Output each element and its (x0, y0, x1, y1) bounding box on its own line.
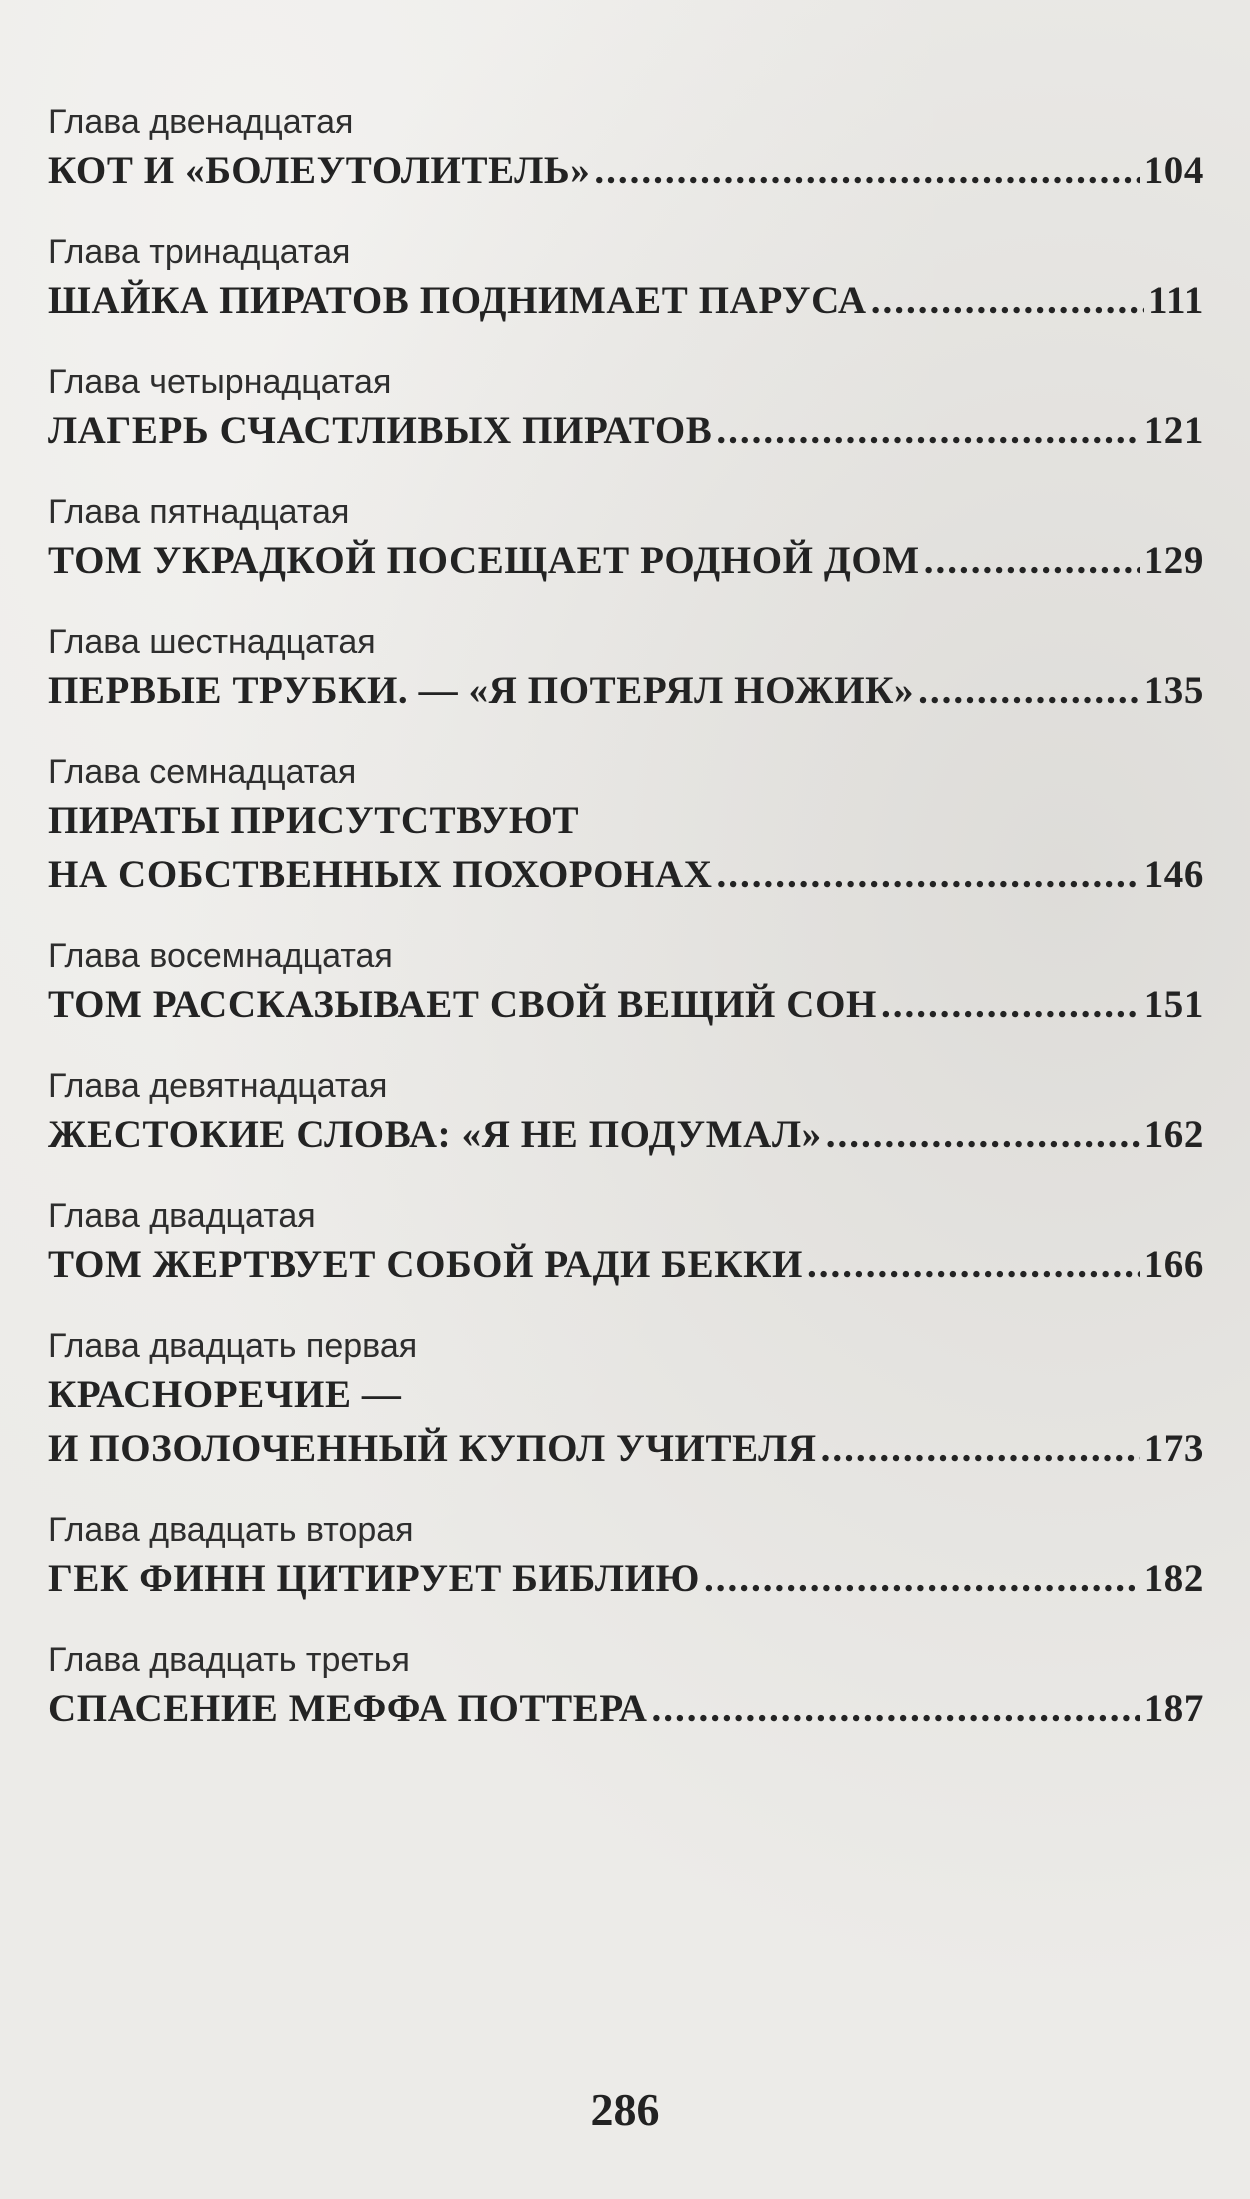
chapter-title-line (48, 1422, 1204, 1476)
dot-leader (716, 404, 1139, 458)
chapter-title-line (48, 848, 1204, 902)
chapter-title-text: ЖЕСТОКИЕ СЛОВА: «Я НЕ ПОДУМАЛ» (48, 1113, 822, 1156)
toc-entry (48, 934, 1204, 1032)
chapter-title-text: НА СОБСТВЕННЫХ ПОХОРОНАХ (48, 853, 713, 896)
chapter-title-text: СПАСЕНИЕ МЕФФА ПОТТЕРА (48, 1687, 648, 1730)
chapter-label: Глава четырнадцатая (48, 363, 392, 401)
toc-page-number: 166 (1143, 1243, 1204, 1286)
chapter-title-line (48, 1238, 1204, 1292)
chapter-title-line (48, 978, 1204, 1032)
dot-leader (807, 1238, 1140, 1292)
toc-page-number: 151 (1143, 983, 1204, 1026)
toc-entry (48, 620, 1204, 718)
toc-entry (48, 490, 1204, 588)
toc-entry (48, 1508, 1204, 1606)
chapter-title-line (48, 144, 1204, 198)
chapter-label: Глава девятнадцатая (48, 1067, 388, 1105)
table-of-contents (48, 100, 1204, 1768)
chapter-title-text: КОТ И «БОЛЕУТОЛИТЕЛЬ» (48, 149, 591, 192)
chapter-label: Глава двадцать вторая (48, 1511, 414, 1549)
chapter-title-text: ТОМ РАССКАЗЫВАЕТ СВОЙ ВЕЩИЙ СОН (48, 983, 877, 1026)
chapter-label: Глава восемнадцатая (48, 937, 393, 975)
toc-page-number: 187 (1143, 1687, 1204, 1730)
chapter-label: Глава двенадцатая (48, 103, 354, 141)
chapter-title-line (48, 794, 1204, 848)
chapter-label: Глава семнадцатая (48, 753, 357, 791)
chapter-title-line (48, 534, 1204, 588)
toc-entry (48, 1638, 1204, 1736)
chapter-title-line (48, 1108, 1204, 1162)
toc-page-number: 182 (1143, 1557, 1204, 1600)
chapter-title-line (48, 274, 1204, 328)
dot-leader (704, 1552, 1140, 1606)
toc-page-number: 135 (1143, 669, 1204, 712)
chapter-title-text: ПЕРВЫЕ ТРУБКИ. — «Я ПОТЕРЯЛ НОЖИК» (48, 669, 915, 712)
chapter-label: Глава двадцатая (48, 1197, 316, 1235)
chapter-title-line (48, 1682, 1204, 1736)
toc-entry (48, 360, 1204, 458)
toc-page-number: 129 (1143, 539, 1204, 582)
chapter-title-line (48, 664, 1204, 718)
chapter-title-text: И ПОЗОЛОЧЕННЫЙ КУПОЛ УЧИТЕЛЯ (48, 1427, 817, 1470)
toc-page-number: 146 (1143, 853, 1204, 896)
toc-entry (48, 100, 1204, 198)
chapter-title-line (48, 1368, 1204, 1422)
chapter-title-text: КРАСНОРЕЧИЕ — (48, 1373, 402, 1416)
toc-page-number: 104 (1143, 149, 1204, 192)
chapter-title-text: ТОМ УКРАДКОЙ ПОСЕЩАЕТ РОДНОЙ ДОМ (48, 539, 920, 582)
toc-page-number: 162 (1143, 1113, 1204, 1156)
toc-entry (48, 230, 1204, 328)
toc-entry (48, 1324, 1204, 1476)
chapter-label: Глава шестнадцатая (48, 623, 376, 661)
toc-entry (48, 750, 1204, 902)
chapter-title-line (48, 1552, 1204, 1606)
toc-page-number: 173 (1143, 1427, 1204, 1470)
toc-page-number: 121 (1143, 409, 1204, 452)
dot-leader (871, 274, 1144, 328)
chapter-title-text: ШАЙКА ПИРАТОВ ПОДНИМАЕТ ПАРУСА (48, 279, 867, 322)
chapter-label: Глава пятнадцатая (48, 493, 350, 531)
toc-entry (48, 1194, 1204, 1292)
chapter-title-line (48, 404, 1204, 458)
dot-leader (924, 534, 1140, 588)
chapter-title-text: ЛАГЕРЬ СЧАСТЛИВЫХ ПИРАТОВ (48, 409, 713, 452)
toc-entry (48, 1064, 1204, 1162)
dot-leader (821, 1422, 1140, 1476)
dot-leader (594, 144, 1139, 198)
dot-leader (826, 1108, 1140, 1162)
chapter-label: Глава тринадцатая (48, 233, 351, 271)
chapter-label: Глава двадцать третья (48, 1641, 410, 1679)
dot-leader (918, 664, 1140, 718)
chapter-title-text: ТОМ ЖЕРТВУЕТ СОБОЙ РАДИ БЕККИ (48, 1243, 803, 1286)
chapter-title-text: ПИРАТЫ ПРИСУТСТВУЮТ (48, 799, 580, 842)
dot-leader (881, 978, 1140, 1032)
chapter-title-text: ГЕК ФИНН ЦИТИРУЕТ БИБЛИЮ (48, 1557, 701, 1600)
toc-page-number: 111 (1148, 279, 1204, 322)
dot-leader (717, 848, 1140, 902)
page-number: 286 (590, 2084, 660, 2135)
chapter-label: Глава двадцать первая (48, 1327, 418, 1365)
dot-leader (652, 1682, 1140, 1736)
